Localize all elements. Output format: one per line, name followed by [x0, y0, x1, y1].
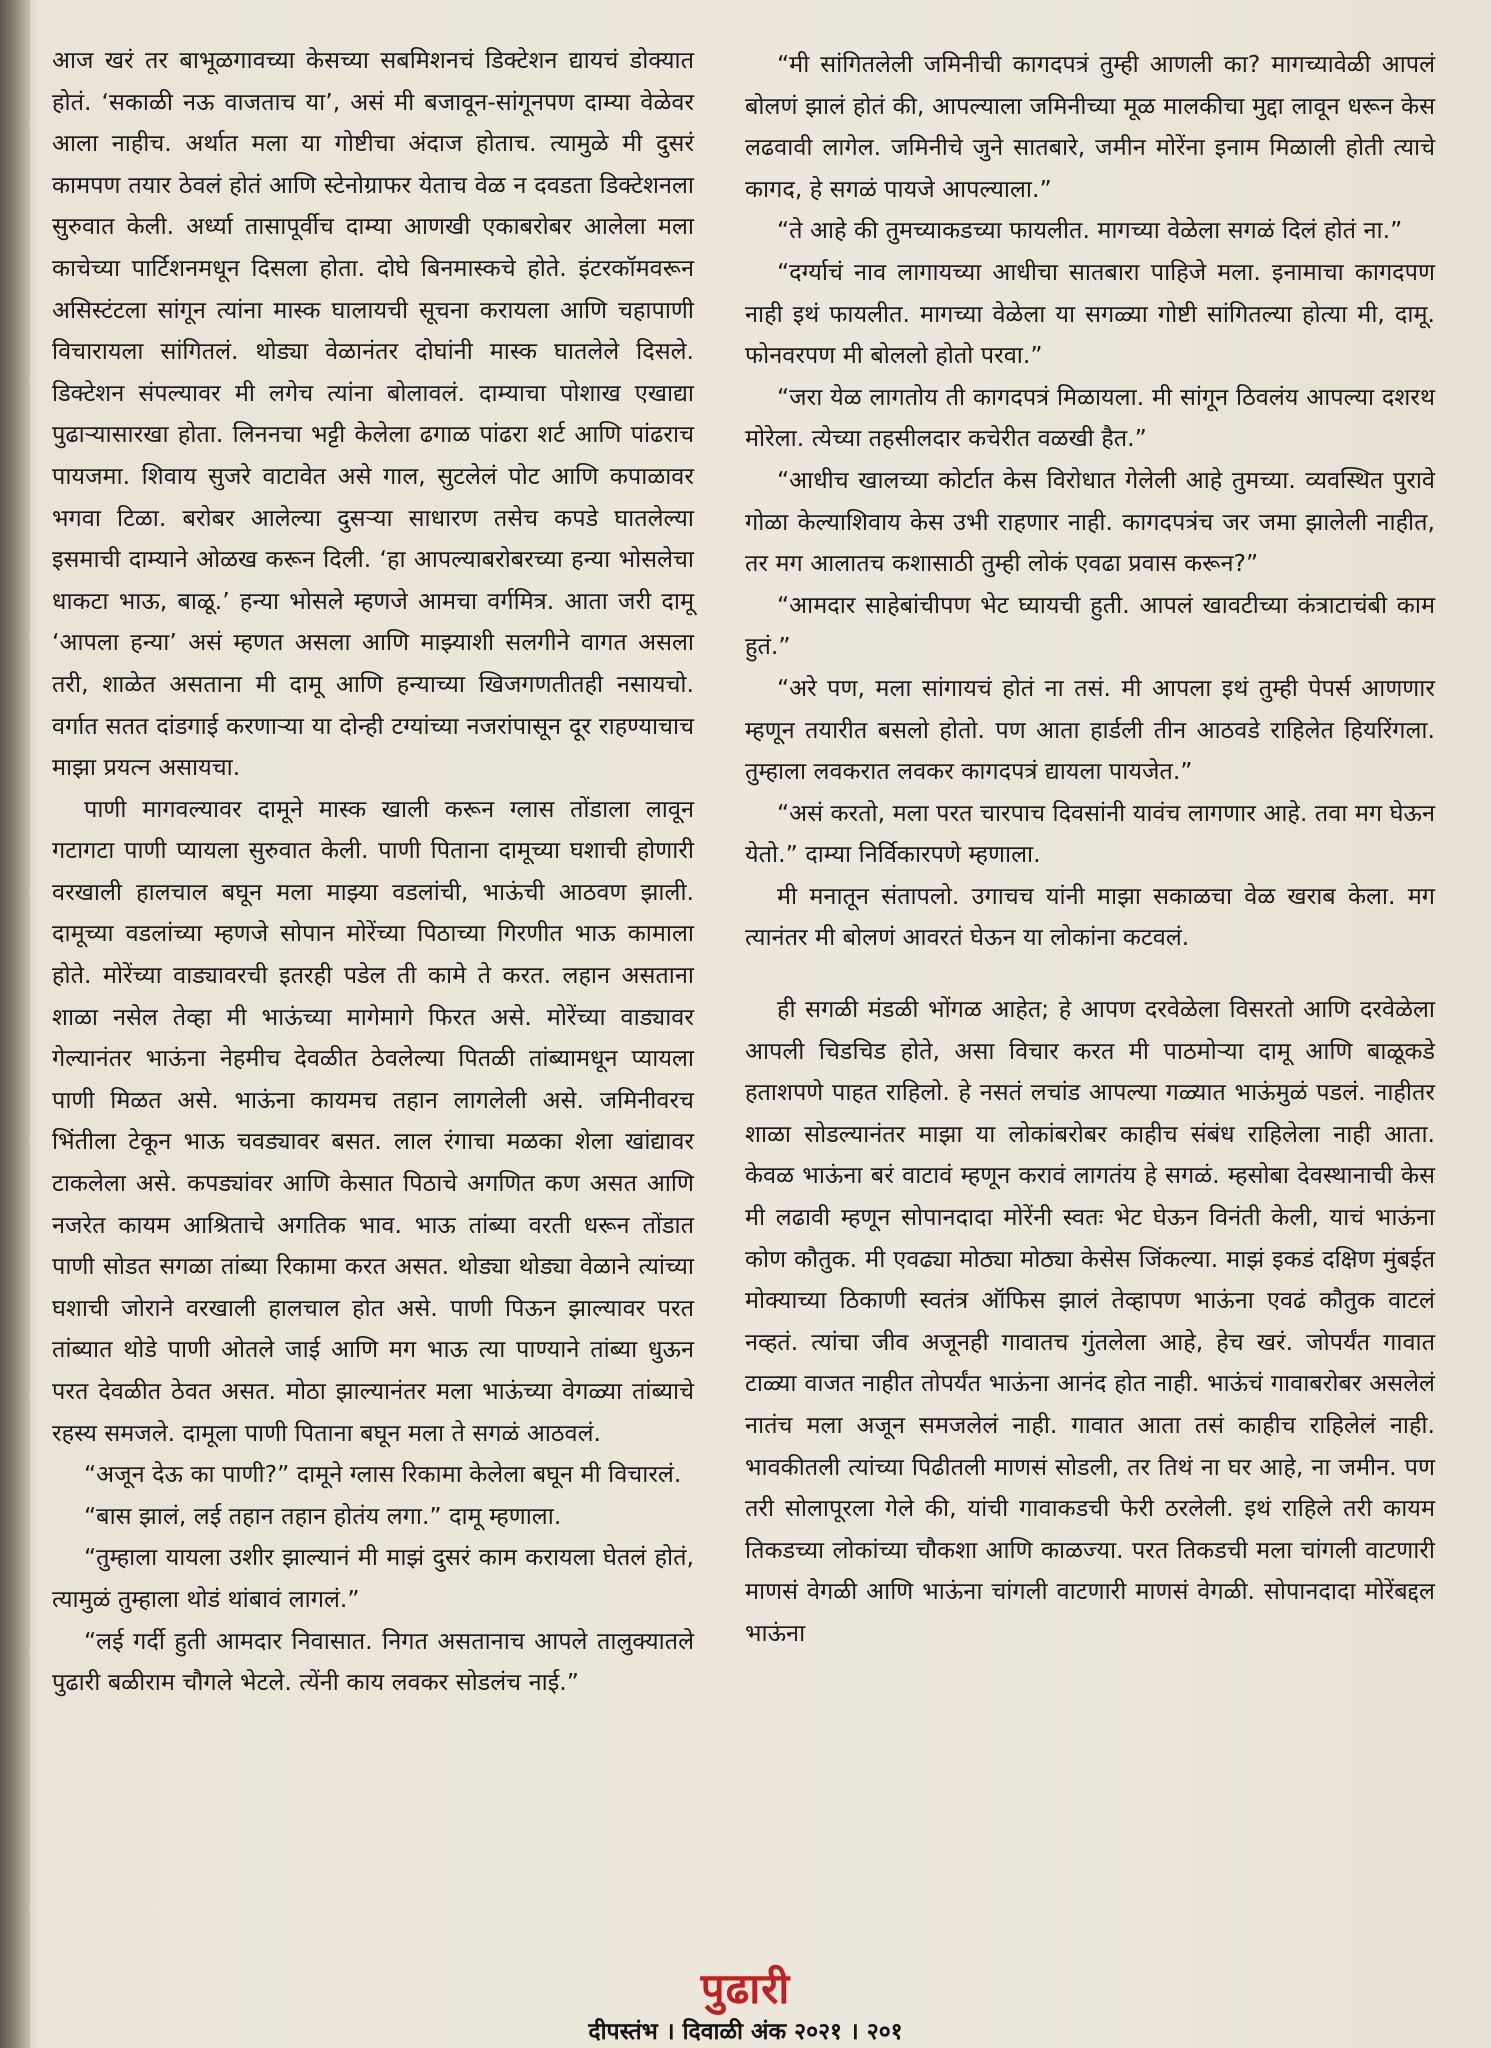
page-binding-shadow	[0, 0, 30, 2048]
publication-logo: पुढारी	[700, 1964, 791, 2013]
paragraph: “जरा येळ लागतोय ती कागदपत्रं मिळायला. मी सांगून ठिवलंय आपल्या दशरथ मोरेला. त्येच्या तहसीलदार कचेरीत वळखी हैत.”	[745, 382, 1435, 453]
paragraph: “मी सांगितलेली जमिनीची कागदपत्रं तुम्ही आणली का? मागच्यावेळी आपलं बोलणं झालं होतं की, आपल्याला जमिनीच्या मूळ मालकीचा मुद्दा लावून धरून केस लढवावी लागेल. जमिनीचे जुने सातबारे, जमीन मोरेंना इनाम मिळाली होती त्याचे कागद, हे सगळं पायजे आपल्याला.”	[745, 50, 1435, 203]
paragraph: “आधीच खालच्या कोर्टात केस विरोधात गेलेली आहे तुमच्या. व्यवस्थित पुरावे गोळा केल्याशिवाय केस उभी राहणार नाही. कागदपत्रंच जर जमा झालेली नाहीत, तर मग आलातच कशासाठी तुम्ही लोकं एवढा प्रवास करून?”	[745, 465, 1435, 578]
paragraph: “लई गर्दी हुती आमदार निवासात. निगत असतानाच आपले तालुक्यातले पुढारी बळीराम चौगले भेटले. त्येंनी काय लवकर सोडलंच नाई.”	[52, 1626, 694, 1697]
paragraph: “दर्ग्याचं नाव लागायच्या आधीचा सातबारा पाहिजे मला. इनामाचा कागदपण नाही इथं फायलीत. मागच्या वेळेला या सगळ्या गोष्टी सांगितल्या होत्या मी, दामू. फोनवरपण मी बोललो होतो परवा.”	[745, 257, 1435, 370]
paragraph: “असं करतो, मला परत चारपाच दिवसांनी यावंच लागणार आहे. तवा मग घेऊन येतो.” दाम्या निर्विकारपणे म्हणाला.	[745, 798, 1435, 869]
right-text-column	[745, 44, 1435, 1655]
paragraph: ही सगळी मंडळी भोंगळ आहेत; हे आपण दरवेळेला विसरतो आणि दरवेळेला आपली चिडचिड होते, असा विचार करत मी पाठमोऱ्या दामू आणि बाळूकडे हताशपणे पाहत राहिलो. हे नसतं लचांड आपल्या गळ्यात भाऊंमुळं पडलं. नाहीतर शाळा सोडल्यानंतर माझा या लोकांबरोबर काहीच संबंध राहिलेला नाही आता. केवळ भाऊंना बरं वाटावं म्हणून करावं लागतंय हे सगळं. म्हसोबा देवस्थानाची केस मी लढावी म्हणून सोपानदादा मोरेंनी स्वतः भेट घेऊन विनंती केली, याचं भाऊंना कोण कौतुक. मी एवढ्या मोठ्या मोठ्या केसेस जिंकल्या. माझं इकडं दक्षिण मुंबईत मोक्याच्या ठिकाणी स्वतंत्र ऑफिस झालं तेव्हापण भाऊंना एवढं कौतुक वाटलं नव्हतं. त्यांचा जीव अजूनही गावातच गुंतलेला आहे, हेच खरं. जोपर्यंत गावात टाळ्या वाजत नाहीत तोपर्यंत भाऊंना आनंद होत नाही. भाऊंचं गावाबरोबर असलेलं नातंच मला अजून समजलेलं नाही. गावात आता तसं काहीच राहिलेलं नाही. भावकीतली त्यांच्या पिढीतली माणसं सोडली, तर तिथं ना घर आहे, ना जमीन. पण तरी सोलापूरला गेले की, यांची गावाकडची फेरी ठरलेली. इथं राहिले तरी कायम तिकडच्या लोकांच्या चौकशा आणि काळज्या. परत तिकडची मला चांगली वाटणारी माणसं वेगळी आणि भाऊंना चांगली वाटणारी माणसं वेगळी. सोपानदादा मोरेंबद्दल भाऊंना	[745, 995, 1435, 1647]
paragraph: पाणी मागवल्यावर दामूने मास्क खाली करून ग्लास तोंडाला लावून गटागटा पाणी प्यायला सुरुवात केली. पाणी पिताना दामूच्या घशाची होणारी वरखाली हालचाल बघून मला माझ्या वडलांची, भाऊंची आठवण झाली. दामूच्या वडलांच्या म्हणजे सोपान मोरेंच्या पिठाच्या गिरणीत भाऊ कामाला होते. मोरेंच्या वाड्यावरची इतरही पडेल ती कामे ते करत. लहान असताना शाळा नसेल तेव्हा मी भाऊंच्या मागेमागे फिरत असे. मोरेंच्या वाड्यावर गेल्यानंतर भाऊंना नेहमीच देवळीत ठेवलेल्या पितळी तांब्यामधून प्यायला पाणी मिळत असे. भाऊंना कायमच तहान लागलेली असे. जमिनीवरच भिंतीला टेकून भाऊ चवड्यावर बसत. लाल रंगाचा मळका शेला खांद्यावर टाकलेला असे. कपड्यांवर आणि केसात पिठाचे अगणित कण असत आणि नजरेत कायम आश्रिताचे अगतिक भाव. भाऊ तांब्या वरती धरून तोंडात पाणी सोडत सगळा तांब्या रिकामा करत असत. थोड्या थोड्या वेळाने त्यांच्या घशाची जोराने वरखाली हालचाल होत असे. पाणी पिऊन झाल्यावर परत तांब्यात थोडे पाणी ओतले जाई आणि मग भाऊ त्या पाण्याने तांब्या धुऊन परत देवळीत ठेवत असत. मोठा झाल्यानंतर मला भाऊंच्या वेगळ्या तांब्याचे रहस्य समजले. दामूला पाणी पिताना बघून मला ते सगळं आठवलं.	[52, 794, 694, 1447]
paragraph: “तुम्हाला यायला उशीर झाल्यानं मी माझं दुसरं काम करायला घेतलं होतं, त्यामुळं तुम्हाला थोडं थांबावं लागलं.”	[52, 1543, 694, 1613]
paragraph: आज खरं तर बाभूळगावच्या केसच्या सबमिशनचं डिक्टेशन द्यायचं डोक्यात होतं. ‘सकाळी नऊ वाजताच या’, असं मी बजावून-सांगूनपण दाम्या वेळेवर आला नाहीच. अर्थात मला या गोष्टीचा अंदाज होताच. त्यामुळे मी दुसरं कामपण तयार ठेवलं होतं आणि स्टेनोग्राफर येताच वेळ न दवडता डिक्टेशनला सुरुवात केली. अर्ध्या तासापूर्वीच दाम्या आणखी एकाबरोबर आलेला मला काचेच्या पार्टिशनमधून दिसला होता. दोघे बिनमास्कचे होते. इंटरकॉमवरून असिस्टंटला सांगून त्यांना मास्क घालायची सूचना करायला आणि चहापाणी विचारायला सांगितलं. थोड्या वेळानंतर दोघांनी मास्क घातलेले दिसले. डिक्टेशन संपल्यावर मी लगेच त्यांना बोलावलं. दाम्याचा पोशाख एखाद्या पुढाऱ्यासारखा होता. लिननचा भट्टी केलेला ढगाळ पांढरा शर्ट आणि पांढराच पायजमा. शिवाय सुजरे वाटावेत असे गाल, सुटलेलं पोट आणि कपाळावर भगवा टिळा. बरोबर आलेल्या दुसऱ्या साधारण तसेच कपडे घातलेल्या इसमाची दाम्याने ओळख करून दिली. ‘हा आपल्याबरोबरच्या हन्या भोसलेचा धाकटा भाऊ, बाळू.’ हन्या भोसले म्हणजे आमचा वर्गमित्र. आता जरी दामू ‘आपला हन्या’ असं म्हणत असला आणि माझ्याशी सलगीने वागत असला तरी, शाळेत असताना मी दामू आणि हन्याच्या खिजगणतीतही नसायचो. वर्गात सतत दांडगाई करणाऱ्या या दोन्ही टग्यांच्या नजरांपासून दूर राहण्याचाच माझा प्रयत्न असायचा.	[52, 46, 694, 782]
paragraph: “अजून देऊ का पाणी?” दामूने ग्लास रिकामा केलेला बघून मी विचारलं.	[84, 1460, 682, 1489]
paragraph: “अरे पण, मला सांगायचं होतं ना तसं. मी आपला इथं तुम्ही पेपर्स आणणार म्हणून तयारीत बसलो होतो. पण आता हार्डली तीन आठवडे राहिलेत हियरिंगला. तुम्हाला लवकरात लवकर कागदपत्रं द्यायला पायजेत.”	[745, 673, 1435, 786]
page-footer	[0, 1964, 1491, 2046]
paragraph: “ते आहे की तुमच्याकडच्या फायलीत. मागच्या वेळेला सगळं दिलं होतं ना.”	[777, 216, 1403, 245]
issue-line: दीपस्तंभ । दिवाळी अंक २०२१ । २०१	[588, 2019, 903, 2045]
paragraph: “आमदार साहेबांचीपण भेट घ्यायची हुती. आपलं खावटीच्या कंत्राटाचंबी काम हुतं.”	[745, 590, 1435, 661]
paragraph: “बास झालं, लई तहान तहान होतंय लगा.” दामू म्हणाला.	[84, 1501, 562, 1530]
section-break	[745, 959, 1435, 989]
left-text-column	[52, 40, 694, 1704]
paragraph: मी मनातून संतापलो. उगाचच यांनी माझा सकाळचा वेळ खराब केला. मग त्यानंतर मी बोलणं आवरतं घेऊन या लोकांना कटवलं.	[745, 881, 1435, 952]
